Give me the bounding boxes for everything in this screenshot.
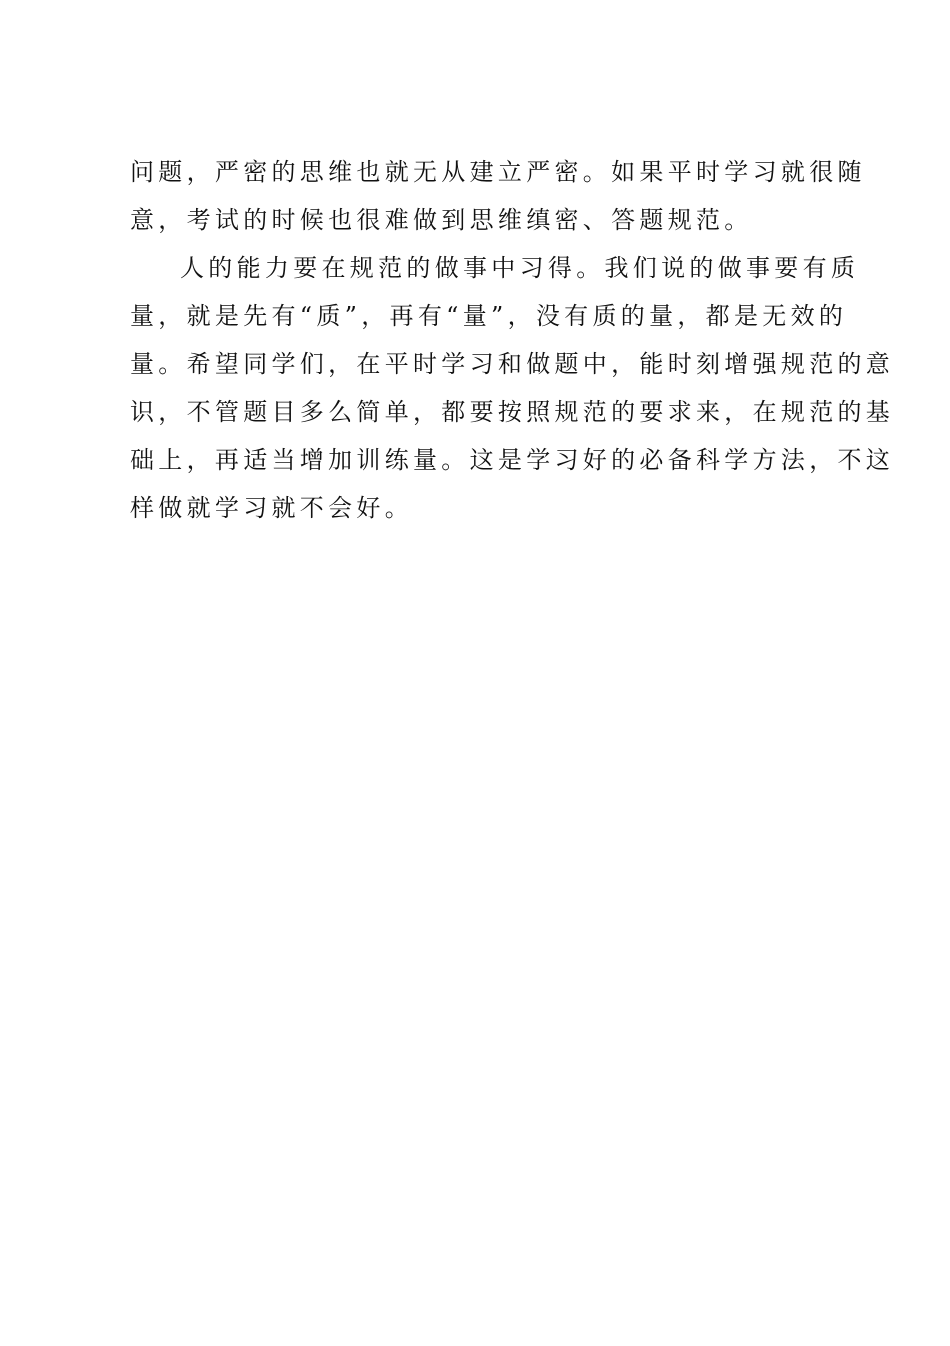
paragraph-line: 识，不管题目多么简单，都要按照规范的要求来，在规范的基 (130, 398, 895, 426)
paragraph-line: 础上，再适当增加训练量。这是学习好的必备科学方法，不这 (130, 446, 895, 474)
paragraph-line: 量。希望同学们，在平时学习和做题中，能时刻增强规范的意 (130, 350, 895, 378)
body-text (130, 148, 895, 532)
paragraph-line: 量，就是先有“质”，再有“量”，没有质的量，都是无效的 (130, 302, 848, 330)
paragraph-last-line: 样做就学习就不会好。 (130, 494, 413, 522)
paragraph-continuation-line: 问题，严密的思维也就无从建立严密。如果平时学习就很随 (130, 158, 866, 186)
paragraph-first-line: 人的能力要在规范的做事中习得。我们说的做事要有质 (180, 254, 860, 282)
paragraph-continuation-line: 意，考试的时候也很难做到思维缜密、答题规范。 (130, 206, 753, 234)
